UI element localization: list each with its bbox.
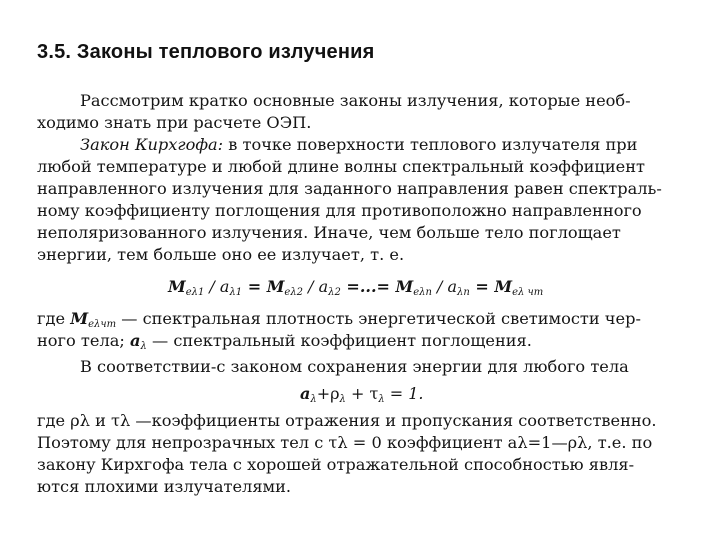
paragraph-line: закону Кирхгофа тела с хорошей отражательной способностью явля- [37,455,635,474]
paragraph-line: ному коэффициенту поглощения для противоположно направленного [37,201,642,220]
paragraph-line: направленного излучения для заданного направления равен спектраль- [37,179,662,198]
paragraph-line: ного тела; $a_\lambda$ — спектральный коэффициент поглощения. [37,331,532,352]
kirchhoff-law-label: Закон Кирхгофа: [80,135,224,154]
paragraph-line: энергии, тем больше оно ее излучает, т. е. [37,245,405,264]
paragraph-line: где ρλ и τλ —коэффициенты отражения и пропускания соответственно. [37,411,657,430]
paragraph-line: где $M_{e\lambda чт}$ — спектральная плотность энергетической светимости чер- [37,309,641,330]
energy-conservation-formula: $a_\lambda+\rho_\lambda + \tau_\lambda = 1$. [300,384,424,405]
paragraph-line: ются плохими излучателями. [37,477,292,496]
section-title: 3.5. Законы теплового излучения [37,41,375,63]
paragraph-line: Рассмотрим кратко основные законы излучения, которые необ- [80,91,631,110]
paragraph-text: в точке поверхности теплового излучателя при [228,135,638,154]
paragraph-line: любой температуре и любой длине волны спектральный коэффициент [37,157,645,176]
paragraph-line: неполяризованного излучения. Иначе, чем больше тело поглощает [37,223,621,242]
paragraph-line: ходимо знать при расчете ОЭП. [37,113,312,132]
kirchhoff-formula: $M_{e\lambda 1} / a_{\lambda 1} = M_{e\lambda 2} / a_{\lambda 2}$ =...= $M_{e\lambda n} / a_{\lambda n} = M_{e\lambda чт}$ [168,277,544,298]
paragraph-line: В соответствии-с законом сохранения энергии для любого тела [80,357,629,376]
paragraph-line: Поэтому для непрозрачных тел с τλ = 0 коэффициент aλ=1—ρλ, т.е. по [37,433,653,452]
paragraph-line [80,134,637,156]
